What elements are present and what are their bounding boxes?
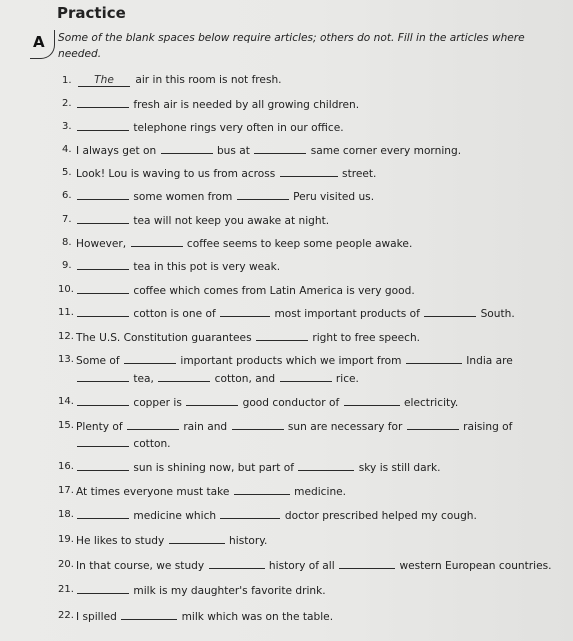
item-text: Plenty of xyxy=(76,421,123,433)
section-letter: A xyxy=(33,33,45,51)
item-text: Peru visited us. xyxy=(293,191,375,203)
item-text: He likes to study xyxy=(76,535,165,547)
answer-blank[interactable] xyxy=(209,558,265,569)
exercise-item-1 xyxy=(76,74,282,87)
item-text: At times everyone must take xyxy=(76,486,230,498)
answer-blank[interactable] xyxy=(124,353,176,364)
item-text: I spilled xyxy=(76,611,117,623)
exercise-item-15 xyxy=(76,419,512,433)
exercise-item-12 xyxy=(76,330,420,344)
answer-blank[interactable] xyxy=(298,460,354,471)
answer-blank[interactable] xyxy=(161,143,213,154)
item-text: electricity. xyxy=(403,397,459,409)
item-text: cotton is one of xyxy=(133,308,216,320)
exercise-item-13-line-2 xyxy=(76,371,359,385)
item-text: rain and xyxy=(183,421,228,433)
item-text: Some of xyxy=(76,355,120,367)
answer-blank[interactable] xyxy=(127,419,179,430)
answer-blank[interactable] xyxy=(220,508,280,519)
answer-blank[interactable] xyxy=(232,419,284,430)
item-text: sky is still dark. xyxy=(358,462,441,474)
item-number: 9. xyxy=(62,260,72,271)
item-number: 6. xyxy=(62,190,72,201)
item-text: street. xyxy=(342,168,377,180)
answer-blank[interactable] xyxy=(77,583,129,594)
item-number: 4. xyxy=(62,144,72,155)
item-text: However, xyxy=(76,238,127,250)
answer-blank[interactable] xyxy=(339,558,395,569)
item-number: 15. xyxy=(58,420,74,431)
item-text: rice. xyxy=(335,373,359,385)
item-text: coffee seems to keep some people awake. xyxy=(186,238,413,250)
exercise-item-8 xyxy=(76,236,412,250)
item-number: 22. xyxy=(58,610,74,621)
item-text: tea, xyxy=(133,373,154,385)
answer-handwritten[interactable]: The xyxy=(78,74,130,87)
answer-blank[interactable] xyxy=(186,395,238,406)
item-text: copper is xyxy=(133,397,182,409)
answer-blank[interactable] xyxy=(77,306,129,317)
exercise-item-22 xyxy=(76,609,333,623)
answer-blank[interactable] xyxy=(280,371,332,382)
answer-blank[interactable] xyxy=(131,236,183,247)
item-text: history of all xyxy=(268,560,335,572)
exercise-item-6 xyxy=(76,189,374,203)
item-number: 14. xyxy=(58,396,74,407)
item-text: air in this room is not fresh. xyxy=(135,74,282,86)
item-number: 7. xyxy=(62,214,72,225)
item-number: 12. xyxy=(58,331,74,342)
item-text: Look! Lou is waving to us from across xyxy=(76,168,276,180)
item-text: In that course, we study xyxy=(76,560,205,572)
item-text: raising of xyxy=(463,421,513,433)
exercise-item-21 xyxy=(76,583,326,597)
item-number: 2. xyxy=(62,98,72,109)
item-number: 16. xyxy=(58,461,74,472)
item-text: important products which we import from xyxy=(180,355,402,367)
answer-blank[interactable] xyxy=(406,353,462,364)
exercise-item-19 xyxy=(76,533,267,547)
item-text: right to free speech. xyxy=(312,332,421,344)
exercise-item-10 xyxy=(76,283,415,297)
item-text: sun are necessary for xyxy=(287,421,403,433)
item-text: history. xyxy=(229,535,268,547)
exercise-item-11 xyxy=(76,306,515,320)
answer-blank[interactable] xyxy=(77,508,129,519)
exercise-item-14 xyxy=(76,395,458,409)
answer-blank[interactable] xyxy=(169,533,225,544)
answer-blank[interactable] xyxy=(237,189,289,200)
item-text: South. xyxy=(480,308,515,320)
item-text: medicine. xyxy=(294,486,347,498)
answer-blank[interactable] xyxy=(77,460,129,471)
exercise-item-4 xyxy=(76,143,461,157)
answer-blank[interactable] xyxy=(77,189,129,200)
exercise-item-2 xyxy=(76,97,359,111)
item-text: The U.S. Constitution guarantees xyxy=(76,332,252,344)
item-text: western European countries. xyxy=(399,560,552,572)
answer-blank[interactable] xyxy=(407,419,459,430)
item-text: same corner every morning. xyxy=(310,145,462,157)
item-text: bus at xyxy=(216,145,250,157)
item-number: 21. xyxy=(58,584,74,595)
item-number: 3. xyxy=(62,121,72,132)
exercise-item-3 xyxy=(76,120,344,134)
answer-blank[interactable] xyxy=(121,609,177,620)
answer-blank[interactable] xyxy=(280,166,338,177)
item-number: 8. xyxy=(62,237,72,248)
answer-blank[interactable] xyxy=(77,97,129,108)
answer-blank[interactable] xyxy=(77,120,129,131)
answer-blank[interactable] xyxy=(424,306,476,317)
exercise-item-17 xyxy=(76,484,346,498)
instructions: Some of the blank spaces below require articles; others do not. Fill in the articles where needed. xyxy=(58,32,525,60)
item-number: 11. xyxy=(58,307,74,318)
exercise-item-20 xyxy=(76,558,551,572)
item-text: medicine which xyxy=(133,510,217,522)
item-text: coffee which comes from Latin America is very good. xyxy=(133,285,415,297)
item-text: I always get on xyxy=(76,145,157,157)
item-text: milk which was on the table. xyxy=(181,611,334,623)
answer-blank[interactable] xyxy=(77,436,129,447)
exercise-item-16 xyxy=(76,460,440,474)
exercise-item-13 xyxy=(76,353,513,367)
item-text: good conductor of xyxy=(242,397,340,409)
exercise-item-5 xyxy=(76,166,376,180)
answer-blank[interactable] xyxy=(254,143,306,154)
answer-blank[interactable] xyxy=(158,371,210,382)
answer-blank[interactable] xyxy=(77,371,129,382)
answer-blank[interactable] xyxy=(77,213,129,224)
item-text: telephone rings very often in our office. xyxy=(133,122,344,134)
item-text: fresh air is needed by all growing children. xyxy=(133,99,360,111)
item-text: sun is shining now, but part of xyxy=(133,462,295,474)
answer-blank[interactable] xyxy=(77,395,129,406)
item-text: India are xyxy=(466,355,513,367)
exercise-item-9 xyxy=(76,259,280,273)
answer-blank[interactable] xyxy=(256,330,308,341)
item-number: 5. xyxy=(62,167,72,178)
page-title: Practice xyxy=(57,4,126,22)
item-number: 18. xyxy=(58,509,74,520)
item-text: tea in this pot is very weak. xyxy=(133,261,281,273)
item-number: 10. xyxy=(58,284,74,295)
answer-blank[interactable] xyxy=(220,306,270,317)
item-number: 20. xyxy=(58,559,74,570)
item-number: 13. xyxy=(58,354,74,365)
exercise-item-18 xyxy=(76,508,477,522)
item-number: 1. xyxy=(62,75,72,86)
item-number: 17. xyxy=(58,485,74,496)
item-text: tea will not keep you awake at night. xyxy=(133,215,330,227)
exercise-item-7 xyxy=(76,213,329,227)
exercise-item-15-line-2 xyxy=(76,436,171,450)
item-text: some women from xyxy=(133,191,233,203)
answer-blank[interactable] xyxy=(77,283,129,294)
item-text: cotton, and xyxy=(214,373,276,385)
item-text: cotton. xyxy=(133,438,171,450)
item-text: milk is my daughter's favorite drink. xyxy=(133,585,326,597)
answer-blank[interactable] xyxy=(77,259,129,270)
item-text: most important products of xyxy=(274,308,420,320)
item-text: doctor prescribed helped my cough. xyxy=(284,510,477,522)
item-number: 19. xyxy=(58,534,74,545)
answer-blank[interactable] xyxy=(234,484,290,495)
answer-blank[interactable] xyxy=(344,395,400,406)
